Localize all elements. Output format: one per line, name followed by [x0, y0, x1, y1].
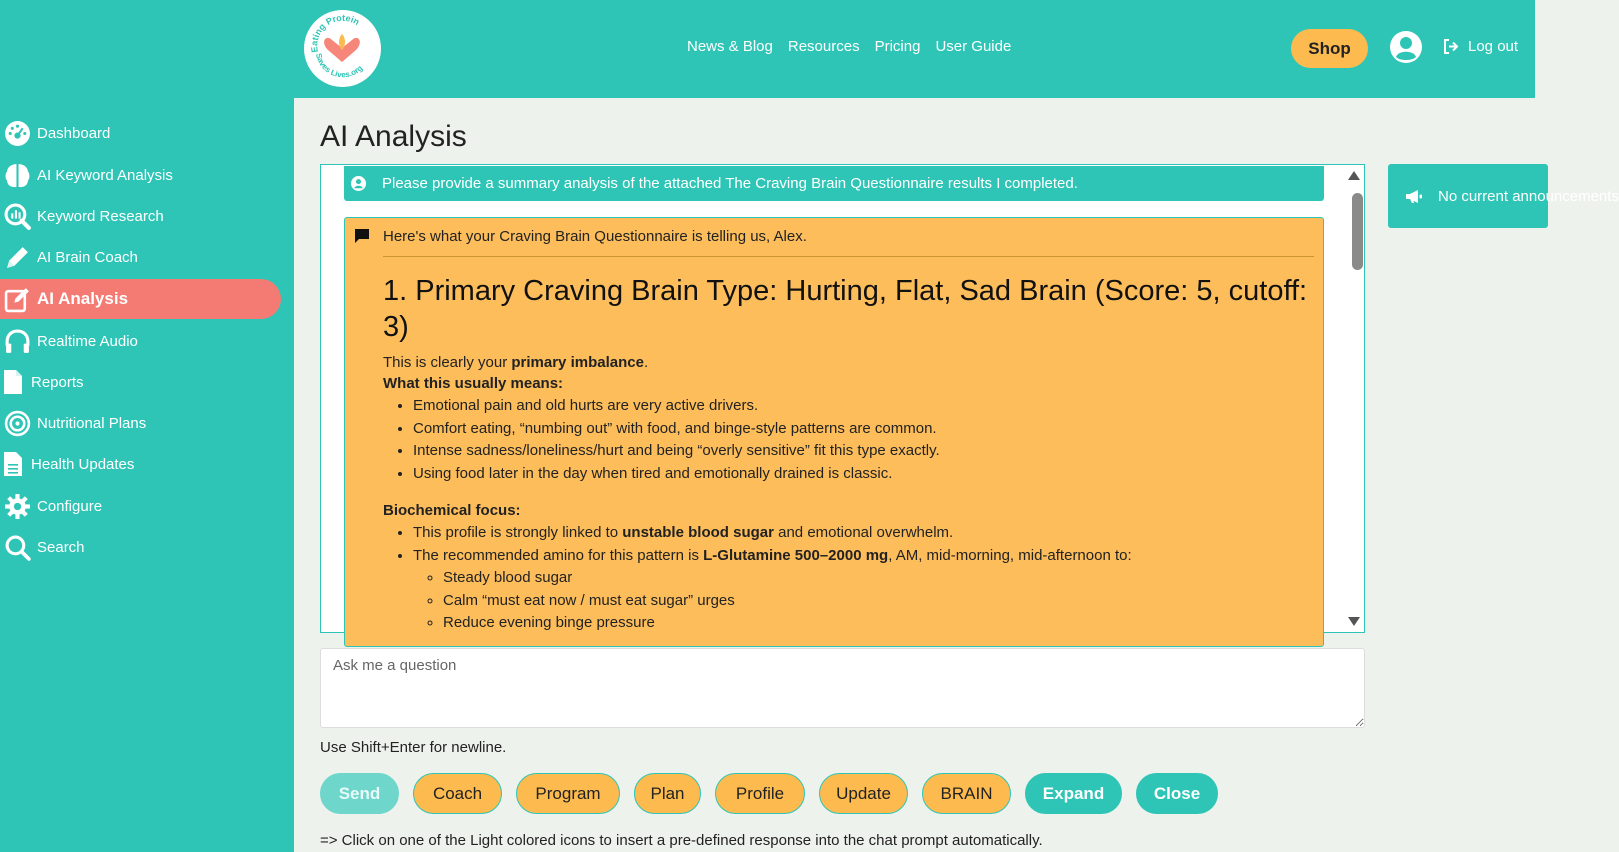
- plan-button[interactable]: Plan: [634, 773, 701, 814]
- list-item: • This profile is strongly linked to unstable blood sugar and emotional overwhelm.: [413, 522, 1314, 545]
- action-buttons: [320, 773, 1218, 814]
- sidebar-item-label: AI Keyword Analysis: [37, 166, 173, 184]
- sidebar-item-label: Dashboard: [37, 124, 111, 142]
- expand-button[interactable]: Expand: [1025, 773, 1122, 814]
- dashboard-gauge-icon: [2, 118, 32, 148]
- svg-text:Eating Protein: Eating Protein: [309, 12, 362, 54]
- sidebar-item-label: Configure: [37, 497, 103, 515]
- sidebar-item-ai-keyword-analysis[interactable]: [0, 155, 281, 195]
- shop-button[interactable]: Shop: [1291, 29, 1368, 68]
- scroll-up-arrow-icon[interactable]: [1348, 171, 1360, 180]
- sidebar-item-realtime-audio[interactable]: [0, 321, 281, 361]
- sub-list: [413, 567, 1314, 635]
- site-logo[interactable]: [304, 10, 381, 87]
- profile-button[interactable]: Profile: [715, 773, 805, 814]
- user-message-text: Please provide a summary analysis of the attached The Craving Brain Questionnaire results I completed.: [382, 175, 1078, 192]
- document-icon: [2, 449, 24, 479]
- sidebar-item-label: AI Brain Coach: [37, 248, 138, 266]
- nav-news-blog[interactable]: News & Blog: [687, 38, 773, 55]
- sidebar-item-search[interactable]: [0, 527, 281, 567]
- sidebar: [0, 98, 294, 852]
- search-icon: [2, 532, 32, 562]
- search-chart-icon: [2, 201, 32, 231]
- user-message: [344, 166, 1324, 201]
- page-title: AI Analysis: [320, 120, 467, 153]
- chat-history[interactable]: [320, 164, 1365, 633]
- list-item: ◦ Steady blood sugar: [443, 567, 1314, 590]
- ai-response: [344, 217, 1324, 647]
- ai-response-intro: Here's what your Craving Brain Questionnaire is telling us, Alex.: [383, 228, 1314, 257]
- list-item: ◦ Calm “must eat now / must eat sugar” urges: [443, 590, 1314, 613]
- sidebar-item-label: Search: [37, 538, 85, 556]
- svg-text:Saves Lives.org: Saves Lives.org: [313, 52, 365, 80]
- brain-button[interactable]: BRAIN: [922, 773, 1011, 814]
- top-header: [0, 0, 1535, 98]
- send-button[interactable]: Send: [320, 773, 399, 814]
- scroll-down-arrow-icon[interactable]: [1348, 617, 1360, 626]
- nav-user-guide[interactable]: User Guide: [935, 38, 1012, 55]
- nav-resources[interactable]: Resources: [787, 38, 860, 55]
- sidebar-item-label: Nutritional Plans: [37, 414, 147, 432]
- brain-icon: [2, 160, 32, 190]
- list-item: • Using food later in the day when tired and emotionally drained is classic.: [413, 463, 1314, 486]
- sidebar-item-health-updates[interactable]: [0, 444, 281, 484]
- sidebar-item-configure[interactable]: [0, 486, 281, 526]
- user-circle-icon: [351, 176, 371, 191]
- pencil-icon: [2, 242, 32, 272]
- chat-scrollbar[interactable]: [1344, 165, 1364, 632]
- chat-bubble-icon: [354, 228, 370, 244]
- means-list: [383, 395, 1314, 485]
- sidebar-item-reports[interactable]: [0, 362, 281, 402]
- close-button[interactable]: Close: [1136, 773, 1218, 814]
- program-button[interactable]: Program: [516, 773, 620, 814]
- sidebar-item-dashboard[interactable]: [0, 113, 281, 153]
- announcements-text: No current announcements: [1438, 187, 1619, 205]
- list-item: • Comfort eating, “numbing out” with food, and binge-style patterns are common.: [413, 418, 1314, 441]
- announcements-panel: [1388, 164, 1619, 228]
- coach-button[interactable]: Coach: [413, 773, 502, 814]
- question-input[interactable]: [320, 648, 1365, 728]
- list-item: ◦ Reduce evening binge pressure: [443, 612, 1314, 635]
- newline-hint: Use Shift+Enter for newline.: [320, 739, 507, 756]
- update-button[interactable]: Update: [819, 773, 908, 814]
- ai-response-paragraph: This is clearly your primary imbalance.: [383, 354, 649, 371]
- section-heading: Biochemical focus:: [383, 502, 521, 519]
- user-account-icon[interactable]: [1390, 31, 1422, 63]
- list-item: • The recommended amino for this pattern is L-Glutamine 500–2000 mg, AM, mid-morning, mid-afternoon to: ◦ Steady blood sugar ◦ Calm “must eat now / must eat sugar” urges ◦ Reduce evening binge pressure: [413, 545, 1314, 635]
- gear-icon: [2, 491, 32, 521]
- logo-image: [304, 10, 381, 87]
- sidebar-item-ai-analysis[interactable]: [0, 279, 281, 319]
- sidebar-item-keyword-research[interactable]: [0, 196, 281, 236]
- sidebar-item-label: Keyword Research: [37, 207, 164, 225]
- sidebar-item-label: Reports: [31, 373, 84, 391]
- logout-link[interactable]: [1443, 38, 1518, 55]
- list-item: • Intense sadness/loneliness/hurt and being “overly sensitive” fit this type exactly.: [413, 440, 1314, 463]
- sidebar-item-ai-brain-coach[interactable]: [0, 237, 281, 277]
- section-heading: What this usually means:: [383, 375, 564, 392]
- file-icon: [2, 367, 24, 397]
- target-icon: [2, 408, 32, 438]
- edit-icon: [2, 284, 32, 314]
- list-item: • Emotional pain and old hurts are very active drivers.: [413, 395, 1314, 418]
- megaphone-icon: [1405, 189, 1423, 204]
- ai-response-heading: 1. Primary Craving Brain Type: Hurting, Flat, Sad Brain (Score: 5, cutoff: 3): [383, 275, 1308, 343]
- biochem-list: [383, 522, 1314, 635]
- sidebar-item-label: Health Updates: [31, 455, 135, 473]
- sidebar-item-label: Realtime Audio: [37, 332, 138, 350]
- nav-pricing[interactable]: Pricing: [874, 38, 921, 55]
- logout-icon: [1443, 39, 1460, 54]
- sidebar-item-nutritional-plans[interactable]: [0, 403, 281, 443]
- footnote: => Click on one of the Light colored icons to insert a pre-defined response into the chat prompt automatically.: [320, 832, 1043, 849]
- scroll-thumb[interactable]: [1352, 193, 1363, 270]
- top-nav: [687, 38, 1011, 55]
- headphones-icon: [2, 326, 32, 356]
- logout-label: Log out: [1468, 38, 1519, 55]
- sidebar-item-label: AI Analysis: [37, 289, 129, 308]
